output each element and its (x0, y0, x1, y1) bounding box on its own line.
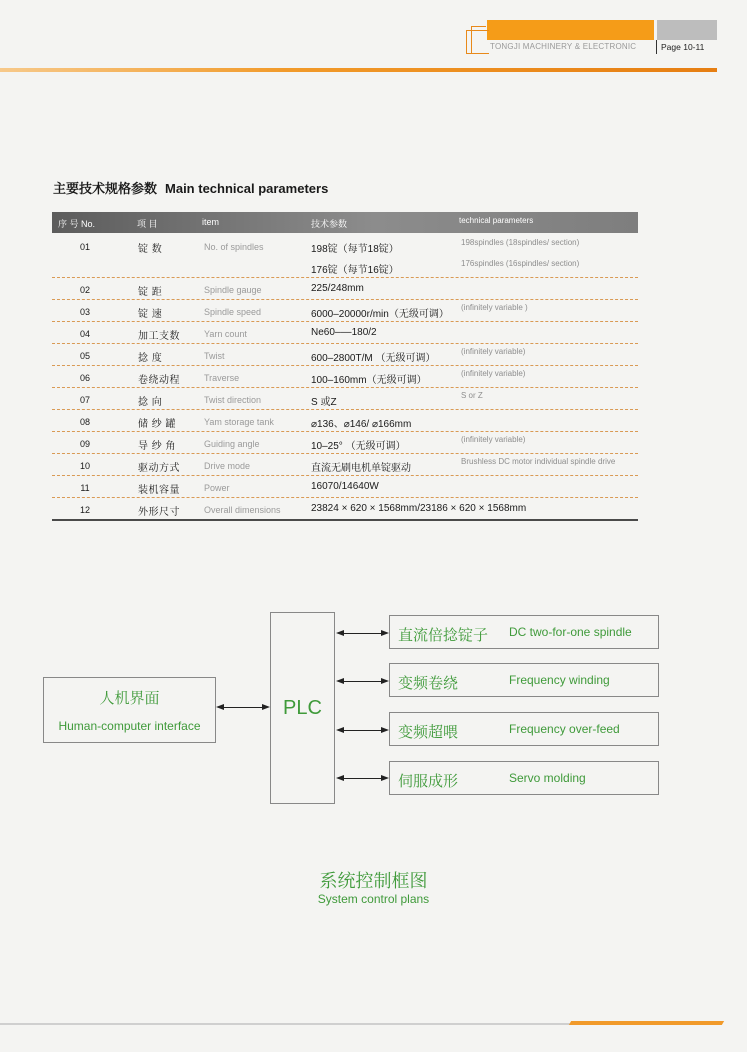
row-value: 10–25° （无级可调） (311, 441, 406, 452)
section-title-en: Main technical parameters (165, 181, 329, 196)
diagram-caption-en: System control plans (317, 892, 430, 906)
hmi-box (43, 677, 216, 743)
row-note: (infinitely variable) (461, 369, 526, 378)
row-note: Brushless DC motor individual spindle drive (461, 457, 616, 466)
row-item-en: Drive mode (204, 461, 251, 471)
row-note: 198spindles (18spindles/ section) (461, 238, 580, 247)
row-item-en: Yam storage tank (204, 417, 274, 427)
header-item-en: item (202, 217, 220, 227)
row-item-cn: 卷绕动程 (138, 375, 180, 386)
row-item-en: Guiding angle (204, 439, 260, 449)
arrowhead-right (381, 775, 389, 781)
diagram-caption-cn: 系统控制框图 (319, 871, 428, 891)
row-item-cn: 驱动方式 (138, 463, 180, 474)
row-number: 02 (79, 285, 90, 295)
row-number: 09 (79, 439, 90, 449)
plc-output-connector (342, 633, 382, 634)
table-row (52, 454, 638, 476)
spec-table (52, 212, 638, 521)
footer-orange-bar (569, 1021, 724, 1025)
plc-box (270, 612, 335, 804)
row-number: 04 (79, 329, 90, 339)
header-value: 技术参数 (311, 219, 348, 229)
row-number: 10 (79, 461, 90, 471)
row-item-cn: 锭 速 (138, 309, 163, 320)
table-row (52, 322, 638, 344)
footer-rule (0, 1023, 575, 1025)
header-page-number: Page 10-11 (661, 42, 705, 52)
row-note: S or Z (461, 391, 483, 400)
row-item-en: Spindle speed (204, 307, 262, 317)
row-value: 23824 × 620 × 1568mm/23186 × 620 × 1568mm (311, 503, 527, 514)
row-number: 06 (79, 373, 90, 383)
section-title (53, 178, 328, 197)
header-gray-bar (657, 20, 717, 40)
row-item-cn: 捻 度 (138, 353, 163, 364)
row-number: 03 (79, 307, 90, 317)
row-item-cn: 锭 数 (138, 244, 163, 255)
row-item-cn: 储 纱 罐 (138, 419, 177, 430)
table-row (52, 498, 638, 520)
section-title-cn: 主要技术规格参数 (53, 181, 158, 196)
header-no: 序 号 No. (58, 219, 96, 229)
row-item-en: Power (204, 483, 230, 493)
output-label-en: Frequency over-feed (509, 722, 620, 736)
row-value: Ne60–––180/2 (311, 327, 377, 338)
row-number: 01 (79, 242, 90, 252)
table-row (52, 388, 638, 410)
row-number: 07 (79, 395, 90, 405)
plc-output-connector (342, 681, 382, 682)
row-number: 12 (79, 505, 90, 515)
output-label-cn: 变频卷绕 (398, 675, 459, 692)
row-value: 6000–20000r/min（无级可调） (311, 309, 449, 320)
row-item-cn: 加工支数 (138, 331, 180, 342)
arrowhead-right (381, 630, 389, 636)
row-value: 600–2800T/M （无级可调） (311, 353, 436, 364)
hmi-plc-connector (222, 707, 264, 708)
spec-table-header (52, 212, 638, 233)
header-separator (656, 40, 657, 54)
output-box (389, 615, 659, 649)
arrowhead-right (381, 727, 389, 733)
table-row (52, 432, 638, 454)
header-orange-bar (487, 20, 654, 40)
row-note: (infinitely variable) (461, 347, 526, 356)
spec-table-bottom-rule (52, 519, 638, 521)
row-item-en: Traverse (204, 373, 240, 383)
arrowhead-right (262, 704, 270, 710)
output-label-cn: 直流倍捻锭子 (398, 627, 489, 644)
row-value: ⌀136、⌀146/ ⌀166mm (311, 419, 412, 430)
row-value: 直流无刷电机单锭驱动 (311, 463, 411, 474)
row-value: 225/248mm (311, 283, 364, 294)
row-item-en: No. of spindles (204, 242, 264, 252)
hmi-label-en: Human-computer interface (58, 719, 201, 733)
table-row (52, 233, 638, 278)
output-box (389, 712, 659, 746)
row-item-cn: 捻 向 (138, 397, 163, 408)
row-item-en: Twist (204, 351, 225, 361)
row-item-en: Yarn count (204, 329, 247, 339)
plc-output-connector (342, 778, 382, 779)
row-item-en: Twist direction (204, 395, 262, 405)
output-label-cn: 变频超喂 (398, 724, 459, 741)
header-item-cn: 项 目 (137, 219, 158, 229)
output-box (389, 663, 659, 697)
plc-label: PLC (283, 697, 322, 719)
row-number: 05 (79, 351, 90, 361)
table-row (52, 476, 638, 498)
row-value: 100–160mm（无级可调） (311, 375, 427, 386)
table-row (52, 410, 638, 432)
row-value: 198锭（每节18锭） (311, 244, 399, 255)
row-number: 11 (80, 483, 90, 493)
output-label-cn: 伺服成形 (398, 773, 459, 790)
hmi-label-cn: 人机界面 (99, 690, 160, 707)
row-item-cn: 导 纱 角 (138, 441, 177, 452)
spec-table-body (52, 233, 638, 520)
plc-output-connector (342, 730, 382, 731)
header-bracket-decoration-inner (471, 26, 486, 53)
row-item-en: Spindle gauge (204, 285, 262, 295)
row-note: (infinitely variable ) (461, 303, 528, 312)
row-value: 176锭（每节16锭） (311, 265, 399, 276)
row-value: 16070/14640W (311, 481, 379, 492)
output-label-en: Servo molding (509, 771, 586, 785)
row-value: S 或Z (311, 397, 337, 408)
table-row (52, 278, 638, 300)
header-company: TONGJI MACHINERY & ELECTRONIC (490, 42, 637, 51)
table-row (52, 366, 638, 388)
row-note: 176spindles (16spindles/ section) (461, 259, 580, 268)
row-number: 08 (79, 417, 90, 427)
arrowhead-right (381, 678, 389, 684)
row-item-en: Overall dimensions (204, 505, 281, 515)
row-item-cn: 外形尺寸 (138, 507, 180, 518)
output-label-en: Frequency winding (509, 673, 610, 687)
table-row (52, 344, 638, 366)
header-note: technical parameters (459, 216, 534, 225)
row-item-cn: 锭 距 (138, 287, 163, 298)
table-row (52, 300, 638, 322)
row-item-cn: 装机容量 (138, 485, 180, 496)
output-label-en: DC two-for-one spindle (509, 625, 632, 639)
header-rule (0, 68, 717, 72)
output-box (389, 761, 659, 795)
row-note: (infinitely variable) (461, 435, 526, 444)
